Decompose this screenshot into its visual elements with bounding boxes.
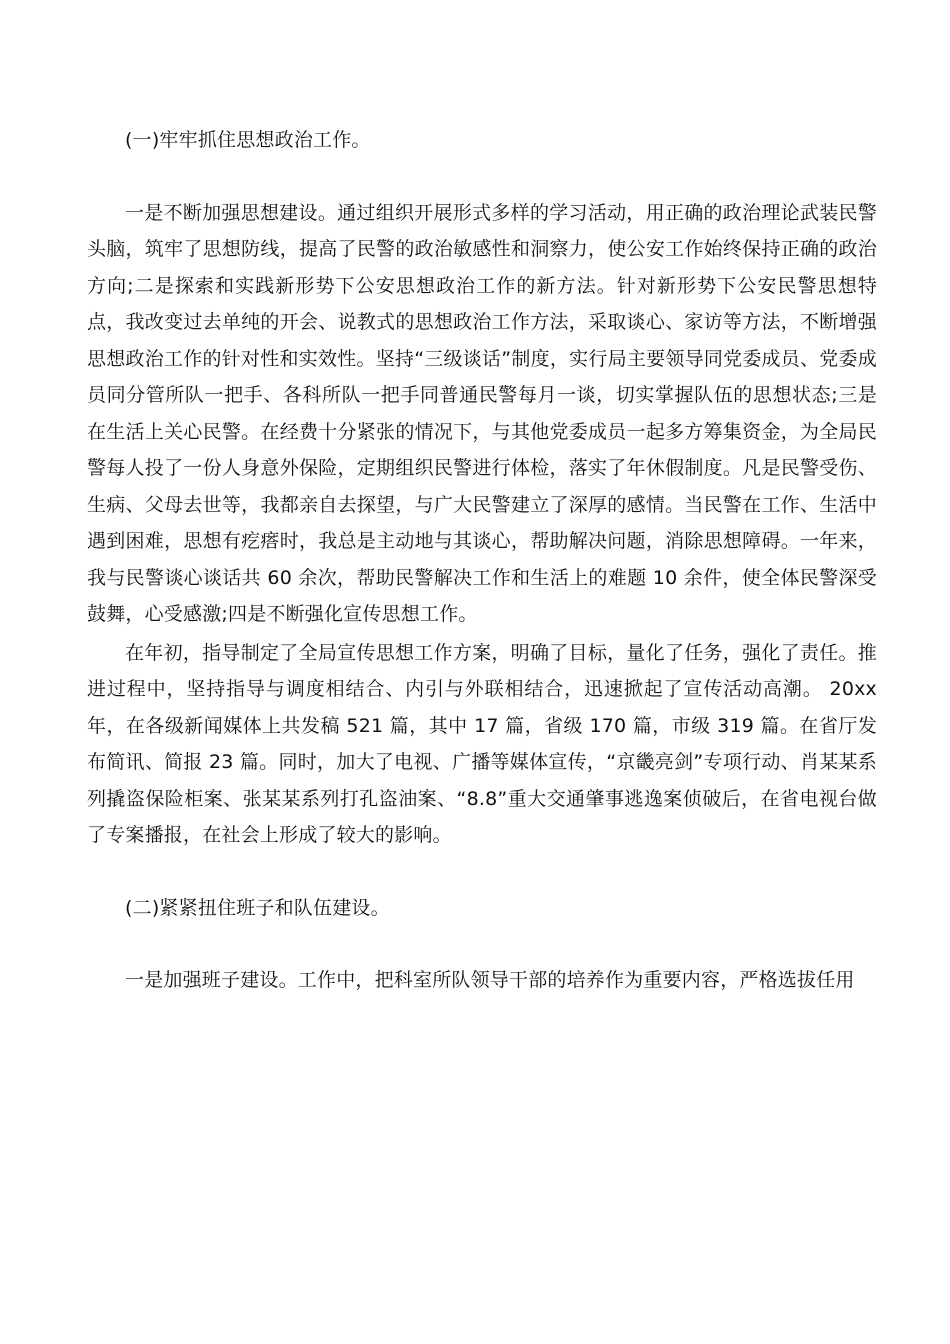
- paragraph-team-building: 一是加强班子建设。工作中，把科室所队领导干部的培养作为重要内容，严格选拔任用: [125, 969, 855, 991]
- paragraph-publicity-work: 在年初，指导制定了全局宣传思想工作方案，明确了目标，量化了任务，强化了责任。推进过程中，坚持指导与调度相结合、内引与外联相结合，迅速掀起了宣传活动高潮。 20xx 年，在各级新闻媒体上共发稿 521 篇，其中 17 篇，省级 170 篇，市级 319 篇。在省厅发布简讯、简报 23 篇。同时，加大了电视、广播等媒体宣传，“京畿亮剑”专项行动、肖某某系列撬盗保险柜案、张某某系列打孔盗油案、“8.8”重大交通肇事逃逸案侦破后，在省电视台做了专案播报，在社会上形成了较大的影响。: [87, 641, 877, 846]
- paragraph-ideological-work: 一是不断加强思想建设。通过组织开展形式多样的学习活动，用正确的政治理论武装民警头脑，筑牢了思想防线，提高了民警的政治敏感性和洞察力，使公安工作始终保持正确的政治方向;二是探索和实践新形势下公安思想政治工作的新方法。针对新形势下公安民警思想特点，我改变过去单纯的开会、说教式的思想政治工作方法，采取谈心、家访等方法，不断增强思想政治工作的针对性和实效性。坚持“三级谈话”制度，实行局主要领导同党委成员、党委成员同分管所队一把手、各科所队一把手同普通民警每月一谈，切实掌握队伍的思想状态;三是在生活上关心民警。在经费十分紧张的情况下，与其他党委成员一起多方筹集资金，为全局民警每人投了一份人身意外保险，定期组织民警进行体检，落实了年休假制度。凡是民警受伤、生病、父母去世等，我都亲自去探望，与广大民警建立了深厚的感情。当民警在工作、生活中遇到困难，思想有疙瘩时，我总是主动地与其谈心，帮助解决问题，消除思想障碍。一年来，我与民警谈心谈话共 60 余次，帮助民警解决工作和生活上的难题 10 余件，使全体民警深受鼓舞，心受感激;四是不断强化宣传思想工作。: [87, 201, 877, 625]
- document-body: [87, 122, 877, 999]
- section-heading-2: (二)紧紧扭住班子和队伍建设。: [125, 896, 390, 919]
- section-heading-1: (一)牢牢抓住思想政治工作。: [125, 129, 371, 151]
